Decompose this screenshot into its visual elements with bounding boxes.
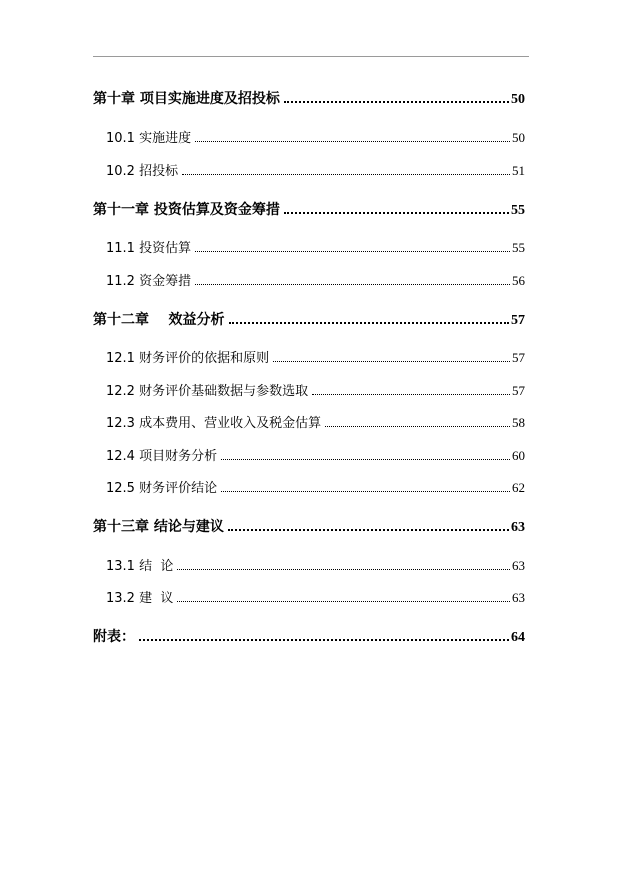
toc-entry-title: 第十三章 结论与建议 <box>93 519 224 535</box>
toc-section-12-4[interactable] <box>93 445 525 464</box>
toc-entry-page: 51 <box>512 163 525 178</box>
toc-entry-title: 第十章 项目实施进度及招投标 <box>93 91 280 107</box>
toc-section-11-1[interactable] <box>93 237 525 256</box>
toc-appendix[interactable] <box>93 626 525 646</box>
dot-leader <box>195 284 510 285</box>
toc-entry-title: 12.2 财务评价基础数据与参数选取 <box>106 384 309 399</box>
toc-section-12-5[interactable] <box>93 477 525 496</box>
toc-entry-title: 13.2 建 议 <box>106 591 174 606</box>
toc-entry-page: 56 <box>512 273 525 288</box>
dot-leader <box>228 529 509 531</box>
toc-entry-title: 11.1 投资估算 <box>106 241 192 256</box>
toc-chapter-13[interactable] <box>93 516 525 536</box>
dot-leader <box>229 322 510 324</box>
toc-entry-title: 11.2 资金筹措 <box>106 274 192 289</box>
toc-entry-title: 第十一章 投资估算及资金筹措 <box>93 202 280 218</box>
toc-entry-title: 第十二章 效益分析 <box>93 312 225 328</box>
dot-leader <box>284 212 509 214</box>
dot-leader <box>273 361 510 362</box>
toc-entry-page: 50 <box>512 130 525 145</box>
toc-chapter-12[interactable] <box>93 309 525 329</box>
toc-section-13-2[interactable] <box>93 587 525 606</box>
toc-entry-page: 57 <box>512 350 525 365</box>
toc-entry-title: 12.3 成本费用、营业收入及税金估算 <box>106 416 322 431</box>
dot-leader <box>139 639 509 641</box>
toc-entry-page: 50 <box>511 92 525 107</box>
toc-section-10-2[interactable] <box>93 160 525 179</box>
toc-entry-page: 55 <box>512 240 525 255</box>
toc-chapter-10[interactable] <box>93 88 525 108</box>
toc-chapter-11[interactable] <box>93 199 525 219</box>
toc-entry-title: 12.4 项目财务分析 <box>106 449 218 464</box>
toc-section-13-1[interactable] <box>93 555 525 574</box>
toc-entry-title: 12.5 财务评价结论 <box>106 481 218 496</box>
dot-leader <box>284 101 509 103</box>
toc-entry-title: 10.1 实施进度 <box>106 131 192 146</box>
toc-entry-page: 55 <box>511 203 525 218</box>
dot-leader <box>195 251 510 252</box>
toc-entry-page: 63 <box>511 520 525 535</box>
dot-leader <box>221 459 510 460</box>
toc-entry-page: 58 <box>512 415 525 430</box>
toc-entry-page: 63 <box>512 590 525 605</box>
toc-entry-page: 60 <box>512 448 525 463</box>
header-rule <box>93 56 529 57</box>
dot-leader <box>195 141 510 142</box>
toc-entry-title: 13.1 结 论 <box>106 559 174 574</box>
toc-entry-page: 57 <box>511 313 525 328</box>
dot-leader <box>325 426 510 427</box>
dot-leader <box>221 491 510 492</box>
toc-entry-title: 12.1 财务评价的依据和原则 <box>106 351 270 366</box>
toc-entry-page: 62 <box>512 480 525 495</box>
toc-entry-page: 63 <box>512 558 525 573</box>
toc-section-12-2[interactable] <box>93 380 525 399</box>
dot-leader <box>177 601 510 602</box>
dot-leader <box>177 569 510 570</box>
toc-entry-page: 57 <box>512 383 525 398</box>
toc-entry-page: 64 <box>511 630 525 645</box>
toc-section-10-1[interactable] <box>93 127 525 146</box>
toc-section-11-2[interactable] <box>93 270 525 289</box>
toc-entry-title: 附表： <box>93 629 135 645</box>
toc-section-12-3[interactable] <box>93 412 525 431</box>
toc-section-12-1[interactable] <box>93 347 525 366</box>
dot-leader <box>182 174 510 175</box>
toc-entry-title: 10.2 招投标 <box>106 164 179 179</box>
dot-leader <box>312 394 510 395</box>
